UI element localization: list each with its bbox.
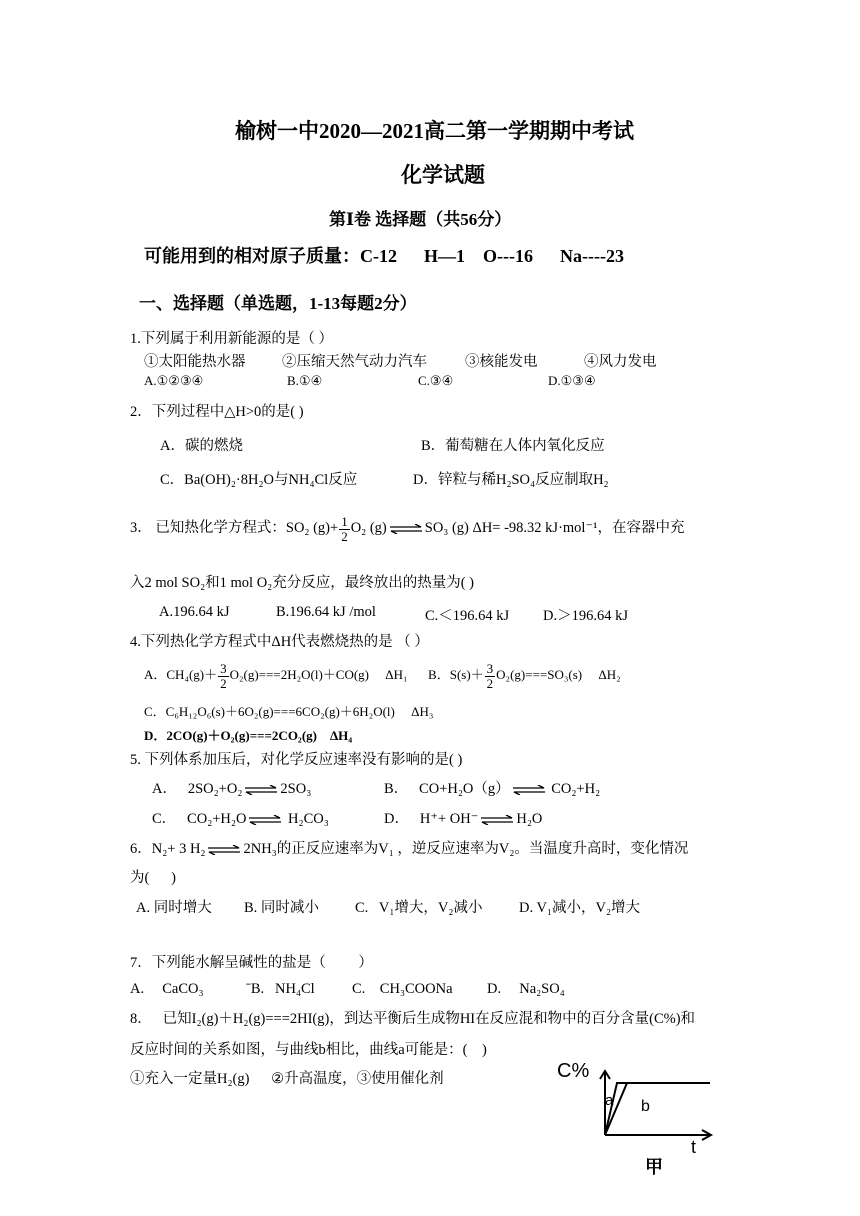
exam-subtitle: 化学试题 xyxy=(401,163,485,187)
q2-option-b: B．葡萄糖在人体内氧化反应 xyxy=(421,438,605,454)
q1-option-c: C.③④ xyxy=(418,373,454,388)
q5-d-left: D． H⁺+ OH⁻ xyxy=(384,811,479,827)
q5-option-b xyxy=(384,777,600,798)
q5-option-c xyxy=(152,807,329,828)
q1-item-2: ②压缩天然气动力汽车 xyxy=(282,354,427,370)
q6-option-b: B. 同时减小 xyxy=(244,900,319,916)
q8-line3: ①充入一定量H₂(g) ②升高温度，③使用催化剂 xyxy=(130,1071,444,1087)
q1-option-a: A.①②③④ xyxy=(144,373,204,388)
curve-a-label: a xyxy=(605,1092,614,1109)
q2-stem: 2．下列过程中△H>0的是( ) xyxy=(130,404,304,420)
figure-caption: 甲 xyxy=(645,1157,663,1178)
q3-frac-den: 2 xyxy=(341,528,348,544)
q7-option-c: C. CH₃COONa xyxy=(352,981,453,997)
q7-option-b: ˉB. NH₄Cl xyxy=(246,981,315,997)
q4-option-c: C．C₆H₁₂O₆(s)＋6O₂(g)===6CO₂(g)＋6H₂O(l) ΔH₃ xyxy=(144,704,434,719)
q1-stem: 1.下列属于利用新能源的是（ ） xyxy=(130,331,333,347)
equilibrium-arrow-icon xyxy=(244,785,278,795)
q3-option-a: A.196.64 kJ xyxy=(159,604,230,620)
q4-option-d: D．2CO(g)＋O₂(g)===2CO₂(g) ΔH₄ xyxy=(144,728,353,743)
q3-option-c: C.＜196.64 kJ xyxy=(425,608,510,624)
q1-item-1: ①太阳能热水器 xyxy=(144,354,246,370)
q6-tail: 2NH₃的正反应速率为V₁ ，逆反应速率为V₂。当温度升高时，变化情况 xyxy=(243,841,689,857)
equilibrium-arrow-icon xyxy=(248,815,282,825)
equilibrium-arrow-icon xyxy=(512,785,546,795)
section-heading: 一、选择题（单选题，1-13每题2分） xyxy=(139,294,417,313)
q6-line2: 为( ) xyxy=(130,870,176,886)
q1-option-b: B.①④ xyxy=(287,373,323,388)
x-axis-label: t xyxy=(691,1137,697,1157)
cpercent-time-graph xyxy=(555,1055,725,1185)
volume-heading: 第Ⅰ卷 选择题（共56分） xyxy=(329,210,512,229)
q5-stem: 5. 下列体系加压后，对化学反应速率没有影响的是( ) xyxy=(130,752,463,768)
q5-d-right: H₂O xyxy=(516,811,543,827)
q3-tail: SO₃ (g) ΔH= -98.32 kJ·mol⁻¹，在容器中充 xyxy=(424,520,685,536)
q8-line2: 反应时间的关系如图，与曲线b相比，曲线a可能是：( ) xyxy=(130,1042,487,1058)
equilibrium-arrow-icon xyxy=(480,815,514,825)
atomic-masses: 可能用到的相对原子质量：C-12 H—1 O---16 Na----23 xyxy=(144,246,624,266)
q4-b-pre: B．S(s)＋ xyxy=(428,667,484,682)
q2-option-a: A．碳的燃烧 xyxy=(160,438,243,454)
q5-a-right: 2SO₃ xyxy=(280,781,312,797)
q6-lead: 6．N₂+ 3 H₂ xyxy=(130,841,206,857)
q5-option-a xyxy=(152,777,311,798)
q1-item-3: ③核能发电 xyxy=(465,354,538,370)
q3-frac-num: 1 xyxy=(341,513,348,529)
q7-stem: 7．下列能水解呈碱性的盐是（ ） xyxy=(130,955,373,971)
q4-a-fraction xyxy=(218,662,229,690)
q4-a-pre: A．CH₄(g)＋ xyxy=(144,667,218,682)
q2-option-d: D．锌粒与稀H₂SO₄反应制取H₂ xyxy=(413,472,609,488)
q4-a-frac-num: 3 xyxy=(220,661,227,677)
q5-c-right: H₂CO₃ xyxy=(288,811,329,827)
q1-item-4: ④风力发电 xyxy=(584,354,657,370)
q6-option-c: C. V₁增大，V₂减小 xyxy=(355,900,483,916)
q4-stem: 4.下列热化学方程式中ΔH代表燃烧热的是 （ ） xyxy=(130,634,429,650)
q5-b-right: CO₂+H₂ xyxy=(551,781,601,797)
q3-equation-line xyxy=(130,508,684,548)
q5-b-left: B． CO+H₂O（g） xyxy=(384,781,510,797)
q3-lead: 3． 已知热化学方程式：SO₂ (g)+ xyxy=(130,520,339,536)
q1-option-d: D.①③④ xyxy=(548,373,596,388)
q3-option-d: D.＞196.64 kJ xyxy=(543,608,628,624)
curve-b-label: b xyxy=(641,1098,650,1115)
q3-mid: O₂ (g) xyxy=(350,520,387,536)
curve-a xyxy=(605,1083,710,1135)
q3-line2: 入2 mol SO₂和1 mol O₂充分反应，最终放出的热量为( ) xyxy=(130,575,475,591)
q7-option-d: D. Na₂SO₄ xyxy=(487,981,565,997)
equilibrium-arrow-icon xyxy=(389,524,423,534)
y-axis-label: C% xyxy=(557,1060,590,1082)
equilibrium-arrow-icon xyxy=(207,845,241,855)
q2-option-c: C．Ba(OH)₂·8H₂O与NH₄Cl反应 xyxy=(160,472,358,488)
q5-option-d xyxy=(384,807,542,828)
q4-options-ab xyxy=(144,655,621,695)
q6-option-d: D. V₁减小，V₂增大 xyxy=(519,900,641,916)
q5-c-left: C． CO₂+H₂O xyxy=(152,811,247,827)
q4-b-post: O₂(g)===SO₃(s) ΔH₂ xyxy=(496,667,621,682)
q6-option-a: A. 同时增大 xyxy=(136,900,212,916)
q4-a-frac-den: 2 xyxy=(220,676,227,692)
q3-option-b: B.196.64 kJ /mol xyxy=(276,604,376,620)
q4-a-post: O₂(g)===2H₂O(l)＋CO(g) ΔH₁ xyxy=(229,667,408,682)
q5-a-left: A． 2SO₂+O₂ xyxy=(152,781,243,797)
q3-fraction xyxy=(339,515,350,543)
q4-b-frac-den: 2 xyxy=(486,676,494,692)
q6-line1 xyxy=(130,837,688,858)
exam-title: 榆树一中2020—2021高二第一学期期中考试 xyxy=(235,119,634,143)
q7-option-a: A. CaCO₃ xyxy=(130,981,204,997)
q4-b-fraction xyxy=(485,662,496,690)
q4-b-frac-num: 3 xyxy=(486,661,494,677)
q8-line1: 8． 已知I₂(g)＋H₂(g)===2HI(g)，到达平衡后生成物HI在反应混和物中的百分含量(C%)和 xyxy=(130,1011,696,1027)
